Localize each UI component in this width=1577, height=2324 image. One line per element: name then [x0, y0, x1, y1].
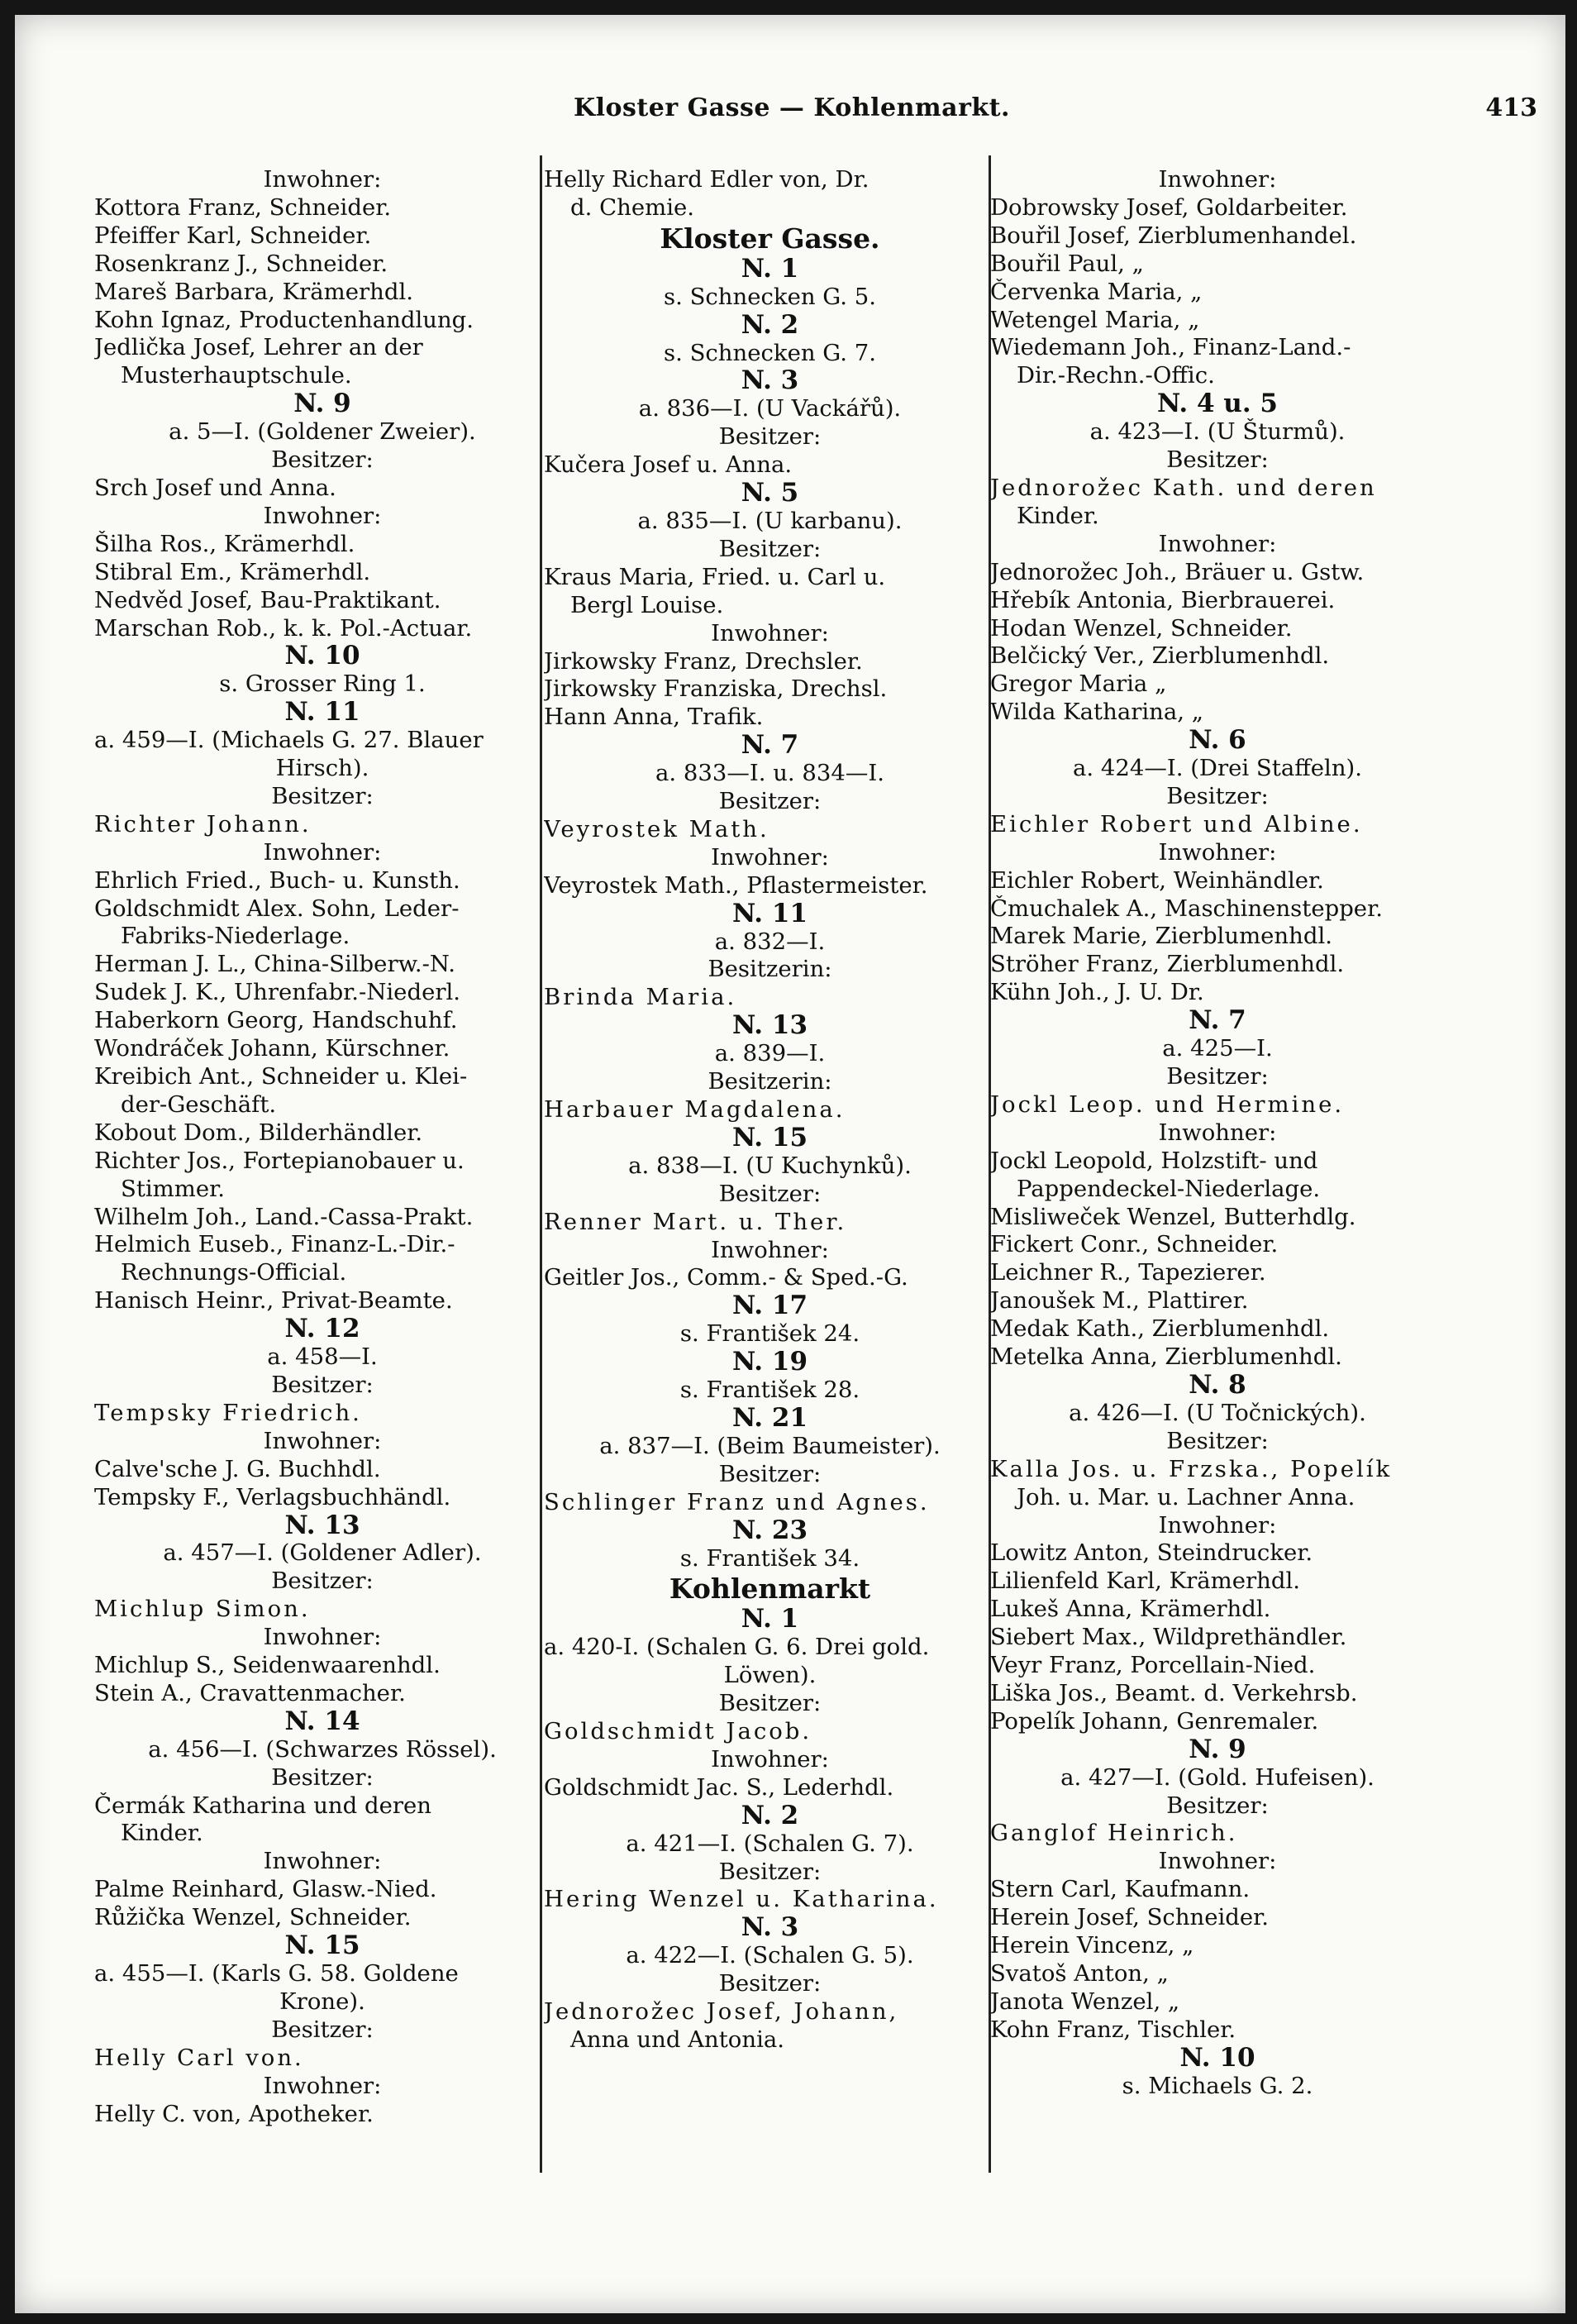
continuation-line: Anna und Antonia. [570, 2026, 785, 2053]
entry-line: Fickert Conr., Schneider. [990, 1231, 1279, 1258]
running-title: Kloster Gasse — Kohlenmarkt. [574, 93, 1010, 122]
owner-name: Jockl Leop. und Hermine. [990, 1090, 1345, 1118]
address-line: s. František 28. [679, 1377, 860, 1404]
entry-line: Michlup S., Seidenwaarenhdl. [94, 1652, 441, 1679]
continuation-line: Musterhauptschule. [121, 362, 352, 389]
owner-name: Harbauer Magdalena. [544, 1096, 846, 1123]
entry-line: Herein Vincenz, „ [990, 1932, 1194, 1959]
entry-line: Hanisch Heinr., Privat-Beamte. [94, 1287, 453, 1315]
address-line: a. 456—I. (Schwarzes Rössel). [148, 1735, 497, 1763]
section-label: Besitzer: [1166, 782, 1269, 809]
section-label: Besitzer: [718, 535, 822, 562]
entry-line: Jockl Leopold, Holzstift- und [990, 1147, 1318, 1174]
entry-line: Čermák Katharina und deren [94, 1792, 432, 1819]
section-label: Inwohner: [263, 1427, 382, 1454]
entry-line: Nedvěd Josef, Bau-Praktikant. [94, 586, 441, 613]
section-label: Inwohner: [1158, 1848, 1277, 1875]
entry-line: a. 420-I. (Schalen G. 6. Drei gold. [544, 1634, 930, 1661]
section-label: Inwohner: [1158, 530, 1277, 557]
house-number: N. 21 [731, 1404, 808, 1433]
section-label: Besitzer: [718, 423, 822, 451]
section-label: Inwohner: [711, 619, 829, 647]
entry-line: Wondráček Johann, Kürschner. [94, 1035, 450, 1062]
section-label: Besitzer: [1166, 1063, 1269, 1090]
continuation-line: Bergl Louise. [570, 591, 724, 618]
section-label: Besitzer: [271, 1568, 374, 1595]
entry-line: Hann Anna, Trafik. [544, 704, 764, 731]
entry-line: Wilda Katharina, „ [990, 699, 1203, 726]
section-label: Besitzer: [271, 1371, 374, 1398]
address-line: a. 5—I. (Goldener Zweier). [169, 418, 476, 446]
entry-line: Kraus Maria, Fried. u. Carl u. [544, 563, 886, 590]
entry-line: Metelka Anna, Zierblumenhdl. [990, 1343, 1342, 1371]
entry-line: Goldschmidt Jac. S., Lederhdl. [544, 1773, 894, 1801]
house-number: N. 10 [1179, 2044, 1255, 2073]
section-label: Inwohner: [263, 838, 382, 866]
entry-line: Leichner R., Tapezierer. [990, 1259, 1266, 1286]
owner-name: Goldschmidt Jacob. [544, 1718, 812, 1745]
address-line: a. 423—I. (U Šturmů). [1089, 418, 1346, 446]
page-number: 413 [1485, 93, 1537, 122]
section-label: Besitzer: [718, 1460, 822, 1487]
entry-line: Kühn Joh., J. U. Dr. [990, 979, 1204, 1006]
entry-line: Goldschmidt Alex. Sohn, Leder- [94, 895, 460, 922]
continuation-line: Pappendeckel-Niederlage. [1017, 1175, 1321, 1202]
running-header [15, 93, 1565, 133]
continuation-line: Fabriks-Niederlage. [121, 923, 350, 950]
owner-name: Schlinger Franz und Agnes. [544, 1488, 930, 1515]
entry-line: Kreibich Ant., Schneider u. Klei- [94, 1063, 468, 1090]
entry-line: a. 459—I. (Michaels G. 27. Blauer [94, 727, 484, 754]
column-left [94, 166, 550, 2192]
address-line: a. 426—I. (U Točnických). [1069, 1399, 1366, 1426]
entry-line: Geitler Jos., Comm.- & Sped.-G. [544, 1264, 908, 1291]
entry-line: a. 455—I. (Karls G. 58. Goldene [94, 1960, 459, 1987]
section-label: Inwohner: [1158, 166, 1277, 193]
entry-line: Helmich Euseb., Finanz-L.-Dir.- [94, 1231, 455, 1258]
entry-line: Gregor Maria „ [990, 670, 1167, 698]
entry-line: Sudek J. K., Uhrenfabr.-Niederl. [94, 979, 461, 1006]
section-label: Inwohner: [263, 1624, 382, 1651]
street-heading: Kloster Gasse. [660, 222, 880, 255]
address-line: a. 833—I. u. 834—I. [655, 760, 884, 787]
address-line: a. 832—I. [714, 928, 826, 955]
entry-line: Bouřil Josef, Zierblumenhandel. [990, 222, 1357, 249]
address-line: a. 424—I. (Drei Staffeln). [1072, 755, 1363, 782]
entry-line: Čmuchalek A., Maschinenstepper. [990, 895, 1383, 922]
house-number: N. 23 [731, 1516, 808, 1545]
entry-line: Hřebík Antonia, Bierbrauerei. [990, 586, 1336, 613]
section-label: Inwohner: [711, 843, 829, 871]
entry-line: Stein A., Cravattenmacher. [94, 1679, 406, 1706]
continuation-line: Rechnungs-Official. [121, 1259, 347, 1286]
entry-line: Ehrlich Fried., Buch- u. Kunsth. [94, 866, 460, 894]
house-number: N. 11 [284, 699, 360, 728]
house-number: N. 12 [284, 1315, 360, 1344]
entry-line: Jirkowsky Franziska, Drechsl. [544, 675, 888, 703]
entry-line: Dobrowsky Josef, Goldarbeiter. [990, 193, 1348, 221]
entry-line: Kobout Dom., Bilderhändler. [94, 1119, 423, 1146]
entry-line: Šilha Ros., Krämerhdl. [94, 530, 355, 557]
owner-name: Helly Carl von. [94, 2044, 304, 2071]
address-line: a. 839—I. [714, 1040, 826, 1067]
owner-name: Eichler Robert und Albine. [990, 810, 1363, 837]
house-number: N. 15 [731, 1124, 808, 1152]
address-line: a. 838—I. (U Kuchynků). [628, 1152, 912, 1179]
entry-line: Lukeš Anna, Krämerhdl. [990, 1596, 1271, 1623]
entry-line: Jednorožec Joh., Bräuer u. Gstw. [990, 558, 1365, 585]
section-label: Inwohner: [263, 166, 382, 193]
section-label: Besitzer: [718, 1858, 822, 1885]
house-number: N. 3 [741, 367, 799, 396]
entry-line: Helly C. von, Apotheker. [94, 2100, 374, 2127]
section-label: Besitzerin: [708, 1068, 832, 1095]
entry-line: Rosenkranz J., Schneider. [94, 250, 388, 277]
house-number: N. 2 [741, 311, 799, 340]
section-label: Inwohner: [711, 1236, 829, 1263]
house-number: N. 1 [741, 255, 799, 284]
entry-line: Kottora Franz, Schneider. [94, 193, 392, 221]
section-label: Besitzer: [271, 1763, 374, 1791]
entry-line: Svatoš Anton, „ [990, 1960, 1169, 1987]
section-label: Inwohner: [1158, 1119, 1277, 1146]
address-line: a. 458—I. [267, 1343, 378, 1371]
entry-line: Marek Marie, Zierblumenhdl. [990, 923, 1332, 950]
house-number: N. 11 [731, 900, 808, 928]
address-line: s. Grosser Ring 1. [219, 670, 426, 698]
house-number: N. 5 [741, 480, 799, 508]
section-label: Besitzer: [1166, 1427, 1269, 1454]
section-label: Inwohner: [1158, 1511, 1277, 1539]
entry-line: Janoušek M., Plattirer. [990, 1287, 1249, 1315]
entry-line: Bouřil Paul, „ [990, 250, 1144, 277]
owner-name: Brinda Maria. [544, 984, 737, 1011]
address-line: s. Michaels G. 2. [1122, 2072, 1313, 2099]
house-number: N. 13 [731, 1012, 808, 1041]
entry-line: Eichler Robert, Weinhändler. [990, 866, 1324, 894]
address-line: a. 836—I. (U Vackářů). [638, 395, 902, 422]
owner-name: Jednorožec Josef, Johann, [544, 1998, 899, 2026]
entry-line: Ströher Franz, Zierblumenhdl. [990, 951, 1345, 978]
house-number: N. 19 [731, 1348, 808, 1377]
entry-line: Herein Josef, Schneider. [990, 1904, 1270, 1931]
address-line: s. František 34. [679, 1544, 860, 1572]
address-line: s. František 24. [679, 1320, 860, 1348]
section-label: Inwohner: [263, 2072, 382, 2099]
section-label: Besitzer: [271, 446, 374, 474]
continuation-line: Stimmer. [121, 1175, 225, 1202]
house-number: N. 14 [284, 1707, 360, 1736]
owner-name: Veyrostek Math. [544, 815, 769, 842]
entry-line: Kohn Ignaz, Productenhandlung. [94, 306, 474, 333]
house-number: N. 8 [1189, 1371, 1246, 1400]
section-label: Besitzer: [718, 788, 822, 815]
entry-line: Helly Richard Edler von, Dr. [544, 166, 869, 193]
owner-name: Richter Johann. [94, 810, 312, 837]
section-label: Besitzer: [718, 1970, 822, 1997]
house-number: N. 9 [293, 390, 351, 419]
entry-line: Hodan Wenzel, Schneider. [990, 614, 1293, 642]
address-line: s. Schnecken G. 7. [663, 339, 877, 366]
entry-line: Belčický Ver., Zierblumenhdl. [990, 642, 1330, 670]
address-line: a. 457—I. (Goldener Adler). [163, 1539, 482, 1567]
column-right [990, 166, 1445, 2192]
entry-line: Richter Jos., Fortepianobauer u. [94, 1147, 465, 1174]
section-label: Besitzer: [271, 782, 374, 809]
section-label: Inwohner: [711, 1745, 829, 1773]
continuation-line: der-Geschäft. [121, 1090, 277, 1118]
owner-name: Jednorožec Kath. und deren [990, 474, 1377, 501]
entry-line: Siebert Max., Wildprethändler. [990, 1624, 1347, 1651]
entry-line: Červenka Maria, „ [990, 278, 1203, 305]
house-number: N. 7 [741, 732, 799, 761]
entry-line: Mareš Barbara, Krämerhdl. [94, 278, 414, 305]
address-line: a. 427—I. (Gold. Hufeisen). [1060, 1763, 1375, 1791]
continuation-line: Dir.-Rechn.-Offic. [1017, 362, 1215, 389]
address-line: a. 421—I. (Schalen G. 7). [626, 1830, 914, 1857]
entry-line: Herman J. L., China-Silberw.-N. [94, 951, 455, 978]
entry-line: Liška Jos., Beamt. d. Verkehrsb. [990, 1679, 1358, 1706]
entry-line: Stern Carl, Kaufmann. [990, 1876, 1251, 1903]
section-label: Besitzer: [718, 1690, 822, 1717]
owner-name: Tempsky Friedrich. [94, 1399, 362, 1426]
owner-name: Hering Wenzel u. Katharina. [544, 1886, 939, 1913]
section-label: Besitzer: [271, 2016, 374, 2043]
section-label: Besitzerin: [708, 956, 832, 983]
entry-line: Lowitz Anton, Steindrucker. [990, 1539, 1313, 1567]
entry-line: Jirkowsky Franz, Drechsler. [544, 647, 863, 675]
continuation-line: Kinder. [1017, 502, 1099, 529]
house-number: N. 9 [1189, 1735, 1246, 1764]
entry-line: Marschan Rob., k. k. Pol.-Actuar. [94, 614, 473, 642]
house-number: N. 6 [1189, 727, 1246, 756]
continuation-line: d. Chemie. [570, 193, 695, 221]
entry-line: Janota Wenzel, „ [990, 1988, 1180, 2015]
house-number: N. 15 [284, 1932, 360, 1960]
entry-line: Lilienfeld Karl, Krämerhdl. [990, 1568, 1301, 1595]
address-line: Hirsch). [275, 755, 369, 782]
entry-line: Wilhelm Joh., Land.-Cassa-Prakt. [94, 1203, 474, 1230]
section-label: Inwohner: [263, 1848, 382, 1875]
owner-name: Renner Mart. u. Ther. [544, 1208, 847, 1235]
address-line: Krone). [279, 1988, 365, 2015]
section-label: Inwohner: [1158, 838, 1277, 866]
entry-line: Veyr Franz, Porcellain-Nied. [990, 1652, 1316, 1679]
entry-line: Jedlička Josef, Lehrer an der [94, 334, 423, 361]
address-line: a. 837—I. (Beim Baumeister). [599, 1432, 941, 1459]
address-line: a. 425—I. [1162, 1035, 1273, 1062]
section-label: Besitzer: [1166, 446, 1269, 474]
house-number: N. 4 u. 5 [1157, 390, 1278, 419]
entry-line: Srch Josef und Anna. [94, 474, 336, 501]
entry-line: Calve'sche J. G. Buchhdl. [94, 1455, 381, 1482]
continuation-line: Kinder. [121, 1820, 203, 1847]
owner-name: Kalla Jos. u. Frzska., Popelík [990, 1455, 1393, 1482]
entry-line: Haberkorn Georg, Handschuhf. [94, 1007, 458, 1034]
house-number: N. 2 [741, 1801, 799, 1830]
address-line: s. Schnecken G. 5. [663, 283, 877, 310]
address-line: a. 422—I. (Schalen G. 5). [626, 1942, 914, 1969]
column-middle [544, 166, 996, 2192]
section-label: Inwohner: [263, 502, 382, 529]
book-page [15, 15, 1565, 2313]
owner-name: Michlup Simon. [94, 1596, 311, 1623]
house-number: N. 13 [284, 1511, 360, 1540]
entry-line: Misliweček Wenzel, Butterhdlg. [990, 1203, 1356, 1230]
section-label: Besitzer: [718, 1180, 822, 1207]
entry-line: Kučera Josef u. Anna. [544, 451, 793, 479]
entry-line: Wiedemann Joh., Finanz-Land.- [990, 334, 1351, 361]
house-number: N. 10 [284, 642, 360, 671]
address-line: Löwen). [723, 1662, 817, 1689]
entry-line: Medak Kath., Zierblumenhdl. [990, 1315, 1330, 1343]
street-heading: Kohlenmarkt [669, 1572, 871, 1606]
entry-line: Popelík Johann, Genremaler. [990, 1707, 1319, 1735]
house-number: N. 1 [741, 1606, 799, 1634]
entry-line: Wetengel Maria, „ [990, 306, 1200, 333]
entry-line: Stibral Em., Krämerhdl. [94, 558, 371, 585]
entry-line: Palme Reinhard, Glasw.-Nied. [94, 1876, 437, 1903]
entry-line: Kohn Franz, Tischler. [990, 2016, 1236, 2043]
continuation-line: Joh. u. Mar. u. Lachner Anna. [1017, 1483, 1355, 1510]
entry-line: Tempsky F., Verlagsbuchhändl. [94, 1483, 451, 1510]
house-number: N. 3 [741, 1914, 799, 1943]
house-number: N. 17 [731, 1292, 808, 1321]
address-line: a. 835—I. (U karbanu). [637, 507, 903, 534]
section-label: Besitzer: [1166, 1792, 1269, 1819]
entry-line: Pfeiffer Karl, Schneider. [94, 222, 372, 249]
house-number: N. 7 [1189, 1007, 1246, 1036]
entry-line: Růžička Wenzel, Schneider. [94, 1904, 412, 1931]
owner-name: Ganglof Heinrich. [990, 1820, 1238, 1847]
entry-line: Veyrostek Math., Pflastermeister. [544, 871, 928, 899]
